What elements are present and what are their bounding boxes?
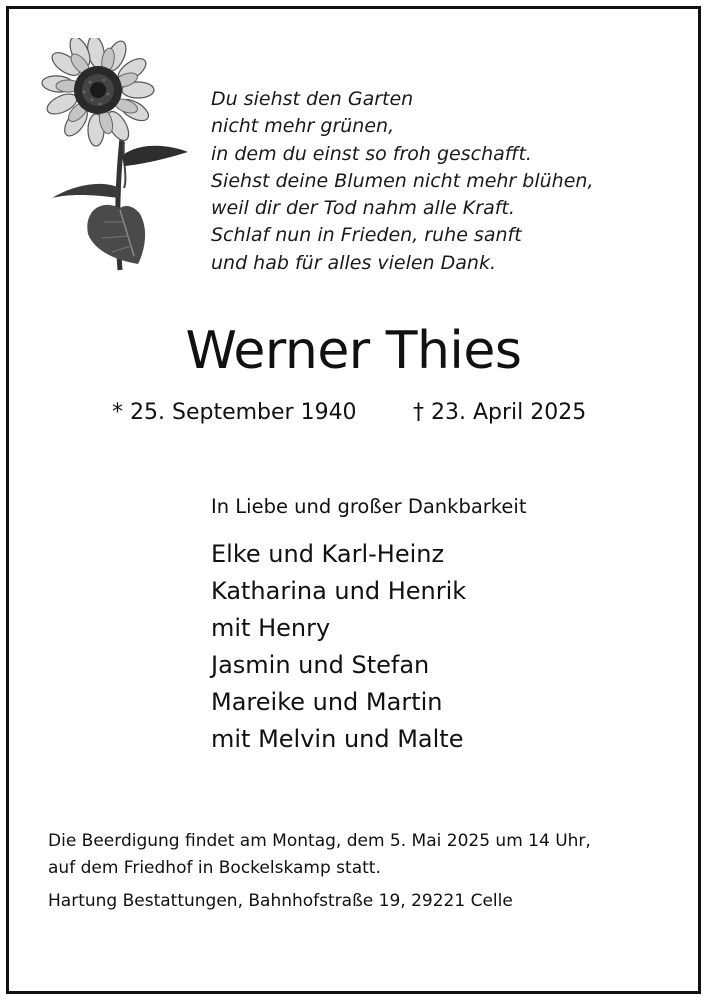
mourner-name: Mareike und Martin xyxy=(211,688,443,716)
undertaker-address: Hartung Bestattungen, Bahnhofstraße 19, 29221 Celle xyxy=(48,891,513,911)
poem-line: und hab für alles vielen Dank. xyxy=(211,251,496,274)
funeral-line: auf dem Friedhof in Bockelskamp statt. xyxy=(48,858,381,878)
dedication-line: In Liebe und großer Dankbarkeit xyxy=(211,495,527,518)
sunflower-icon xyxy=(38,38,190,274)
poem xyxy=(211,86,593,277)
birth-date: * 25. September 1940 xyxy=(112,400,357,425)
funeral-line: Die Beerdigung findet am Montag, dem 5. Mai 2025 um 14 Uhr, xyxy=(48,831,591,851)
poem-line: Du siehst den Garten xyxy=(211,88,414,110)
poem-line: Siehst deine Blumen nicht mehr blühen, xyxy=(211,169,594,192)
death-date: † 23. April 2025 xyxy=(413,400,587,425)
poem-line: weil dir der Tod nahm alle Kraft. xyxy=(211,197,515,220)
deceased-name: Werner Thies xyxy=(185,321,522,381)
mourner-name: Katharina und Henrik xyxy=(211,577,467,605)
funeral-notice xyxy=(48,828,591,882)
mourner-name: Elke und Karl-Heinz xyxy=(211,540,445,568)
mourner-name: Jasmin und Stefan xyxy=(211,651,430,679)
mourner-name: mit Henry xyxy=(211,614,331,642)
mourners-list xyxy=(211,536,466,758)
poem-line: Schlaf nun in Frieden, ruhe sanft xyxy=(211,224,522,247)
mourner-name: mit Melvin und Malte xyxy=(211,725,464,753)
poem-line: in dem du einst so froh geschafft. xyxy=(211,142,532,165)
poem-line: nicht mehr grünen, xyxy=(211,115,395,138)
